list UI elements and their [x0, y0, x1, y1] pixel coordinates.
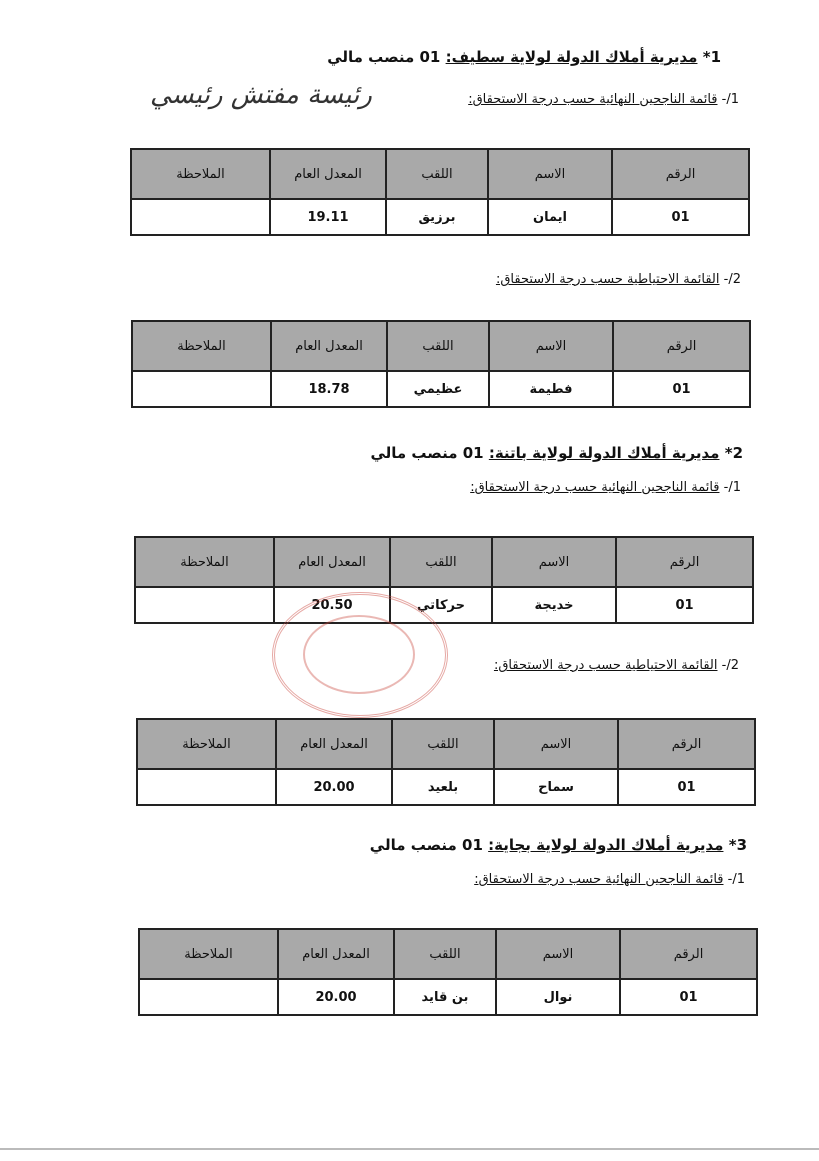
cell-note [137, 769, 276, 805]
col-header-surname: اللقب [394, 929, 496, 979]
cell-name: ايمان [488, 199, 612, 235]
section-2-posts: 01 منصب مالي [370, 444, 484, 462]
section-1-final-table [130, 148, 750, 236]
col-header-number: الرقم [616, 537, 753, 587]
table-row [135, 587, 753, 623]
cell-number: 01 [612, 199, 749, 235]
cell-average: 20.00 [278, 979, 394, 1015]
list-marker: 1/- [723, 480, 741, 495]
list-marker: 2/- [721, 658, 739, 673]
section-3-list-1-label [474, 872, 745, 887]
cell-note [139, 979, 278, 1015]
cell-surname: برزيق [386, 199, 488, 235]
col-header-name: الاسم [489, 321, 613, 371]
list-marker: 1/- [721, 92, 739, 107]
col-header-note: الملاحظة [135, 537, 274, 587]
list-label: القائمة الاحتياطية حسب درجة الاستحقاق: [493, 658, 718, 673]
col-header-average: المعدل العام [278, 929, 394, 979]
cell-note [135, 587, 274, 623]
cell-name: سماح [494, 769, 618, 805]
section-2-final-table [134, 536, 754, 624]
cell-average: 20.50 [274, 587, 390, 623]
cell-note [131, 199, 270, 235]
section-2-reserve-table [136, 718, 756, 806]
col-header-note: الملاحظة [137, 719, 276, 769]
section-2-list-1-label [470, 480, 741, 495]
section-1-heading [327, 48, 721, 66]
section-3-number: 3* [728, 836, 747, 854]
stamp-inner-ring [303, 615, 415, 694]
col-header-surname: اللقب [392, 719, 494, 769]
cell-number: 01 [613, 371, 750, 407]
scan-edge-line [0, 1148, 819, 1150]
col-header-note: الملاحظة [131, 149, 270, 199]
cell-name: نوال [496, 979, 620, 1015]
table-row [137, 769, 755, 805]
cell-surname: حركاتي [390, 587, 492, 623]
section-3-heading [370, 836, 747, 854]
section-3-final-table [138, 928, 758, 1016]
section-1-list-1-label [468, 92, 739, 107]
list-marker: 1/- [727, 872, 745, 887]
cell-note [132, 371, 271, 407]
cell-surname: بلعيد [392, 769, 494, 805]
col-header-number: الرقم [613, 321, 750, 371]
col-header-note: الملاحظة [132, 321, 271, 371]
cell-surname: بن قايد [394, 979, 496, 1015]
list-label: قائمة الناجحين النهائية حسب درجة الاستحقاق: [474, 872, 724, 887]
col-header-name: الاسم [492, 537, 616, 587]
list-label: قائمة الناجحين النهائية حسب درجة الاستحقاق: [470, 480, 720, 495]
section-3-title: مديرية أملاك الدولة لولاية بجاية: [488, 836, 724, 854]
section-1-posts: 01 منصب مالي [327, 48, 441, 66]
section-1-reserve-table [131, 320, 751, 408]
col-header-surname: اللقب [390, 537, 492, 587]
col-header-average: المعدل العام [274, 537, 390, 587]
col-header-name: الاسم [488, 149, 612, 199]
official-stamp [272, 592, 448, 718]
section-2-title: مديرية أملاك الدولة لولاية باتنة: [488, 444, 720, 462]
list-label: القائمة الاحتياطية حسب درجة الاستحقاق: [495, 272, 720, 287]
section-2-number: 2* [724, 444, 743, 462]
table-row [139, 979, 757, 1015]
col-header-average: المعدل العام [271, 321, 387, 371]
col-header-number: الرقم [618, 719, 755, 769]
col-header-surname: اللقب [387, 321, 489, 371]
col-header-name: الاسم [494, 719, 618, 769]
col-header-surname: اللقب [386, 149, 488, 199]
col-header-number: الرقم [612, 149, 749, 199]
cell-average: 20.00 [276, 769, 392, 805]
list-marker: 2/- [723, 272, 741, 287]
col-header-average: المعدل العام [276, 719, 392, 769]
table-row [131, 199, 749, 235]
col-header-name: الاسم [496, 929, 620, 979]
section-3-posts: 01 منصب مالي [369, 836, 483, 854]
col-header-average: المعدل العام [270, 149, 386, 199]
cell-name: خديجة [492, 587, 616, 623]
cell-number: 01 [618, 769, 755, 805]
section-1-number: 1* [702, 48, 721, 66]
col-header-number: الرقم [620, 929, 757, 979]
handwritten-annotation: رئيسة مفتش رئيسي [150, 80, 372, 110]
cell-average: 19.11 [270, 199, 386, 235]
section-2-heading [370, 444, 743, 462]
section-1-list-2-label [496, 272, 741, 287]
cell-name: فطيمة [489, 371, 613, 407]
col-header-note: الملاحظة [139, 929, 278, 979]
section-1-title: مديرية أملاك الدولة لولاية سطيف: [445, 48, 698, 66]
cell-number: 01 [620, 979, 757, 1015]
cell-number: 01 [616, 587, 753, 623]
section-2-list-2-label [494, 658, 739, 673]
cell-surname: عظيمي [387, 371, 489, 407]
list-label: قائمة الناجحين النهائية حسب درجة الاستحقاق: [468, 92, 718, 107]
table-row [132, 371, 750, 407]
cell-average: 18.78 [271, 371, 387, 407]
